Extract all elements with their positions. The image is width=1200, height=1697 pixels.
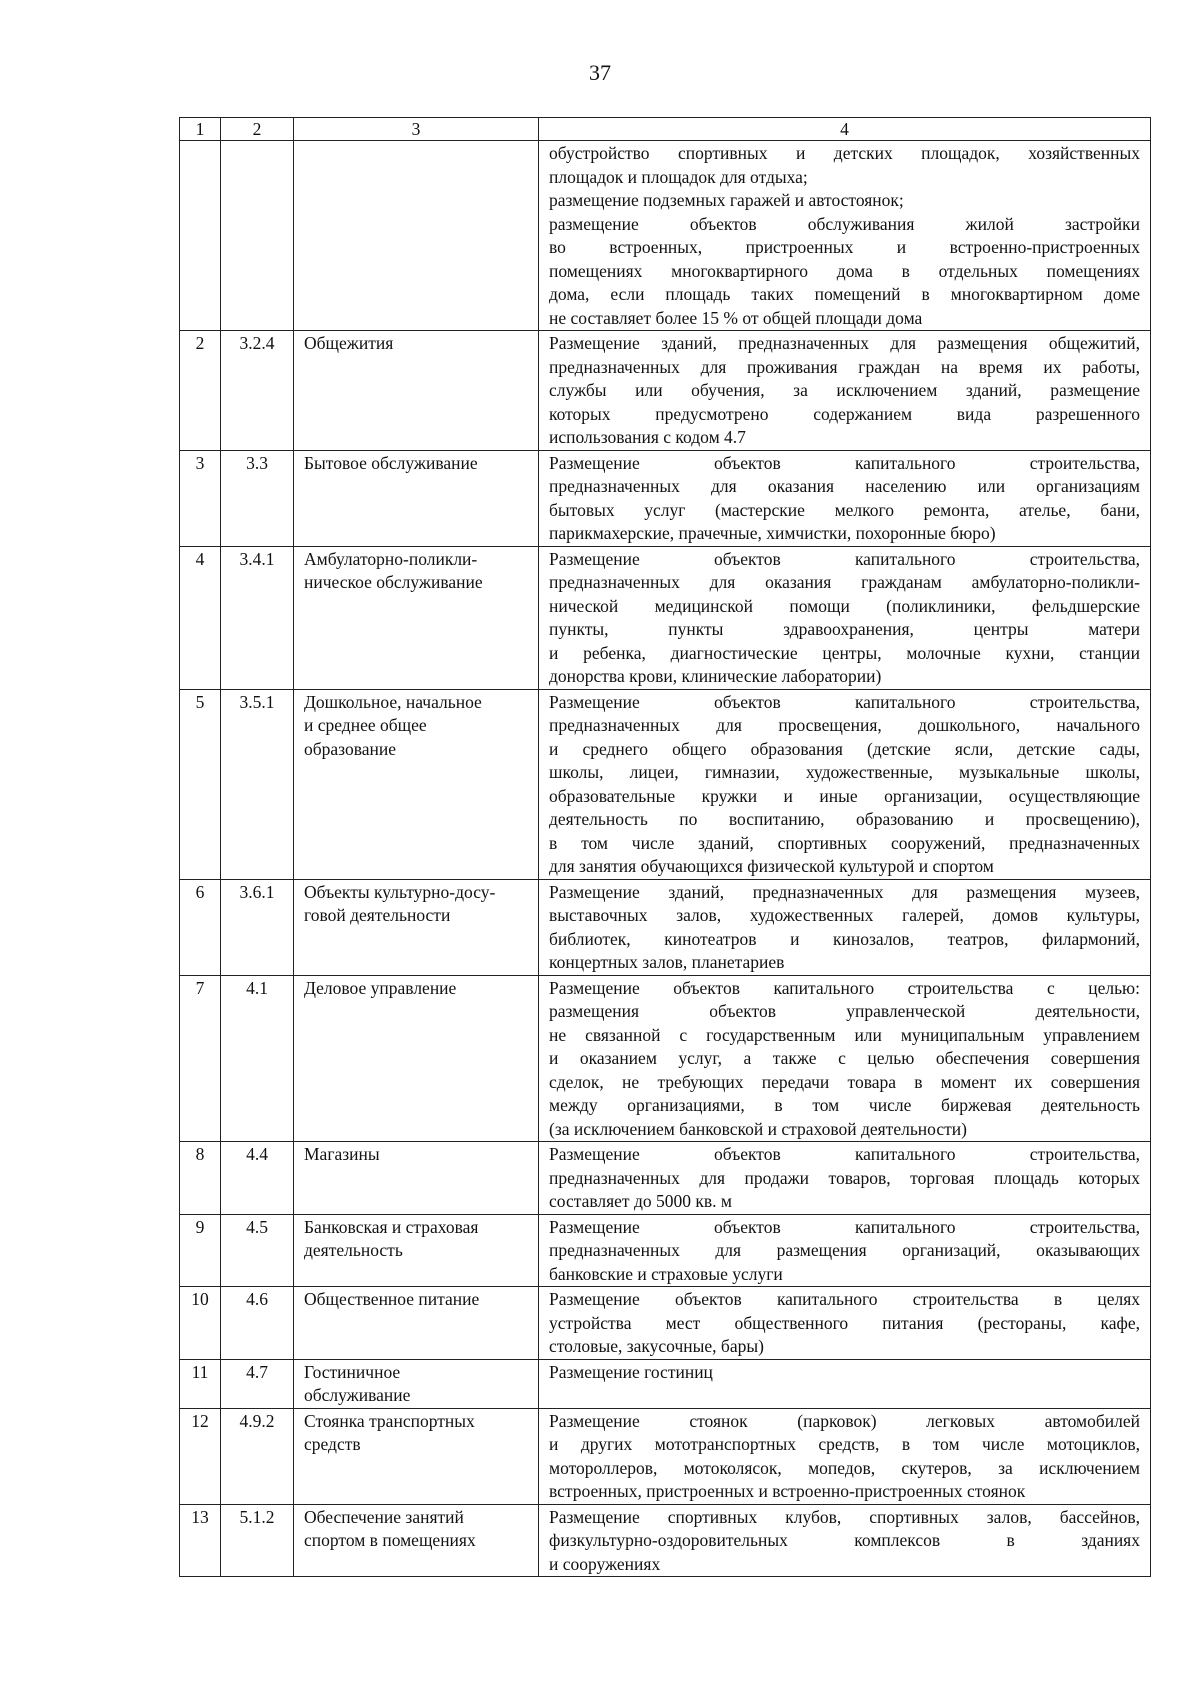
description-line: не связанной с государственным или муниципальным управлением [549, 1024, 1140, 1045]
use-name [294, 975, 539, 1142]
use-code: 3.6.1 [221, 879, 294, 975]
description-line: предназначенных для оказания гражданам амбулаторно-поликли- [549, 572, 1140, 592]
use-name-line: Общественное питание [304, 1289, 480, 1309]
table-row [180, 1142, 1151, 1215]
description-line: деятельность по воспитанию, образованию и просвещению), [549, 809, 1140, 829]
use-code: 5.1.2 [221, 1504, 294, 1577]
header-col-2: 2 [221, 118, 294, 141]
use-name-line: Гостиничное [304, 1361, 401, 1382]
description-line: пункты, пункты здравоохранения, центры матери [549, 619, 1140, 639]
use-code: 3.4.1 [221, 546, 294, 689]
table-row [180, 331, 1151, 451]
table-row [180, 689, 1151, 879]
use-name-line: Магазины [304, 1144, 380, 1164]
description-line: мотороллеров, мотоколясок, мопедов, скутеров, за исключением [549, 1457, 1140, 1478]
use-description [539, 1287, 1151, 1360]
row-number: 13 [180, 1504, 221, 1577]
row-number: 8 [180, 1142, 221, 1215]
use-name [294, 546, 539, 689]
table-row [180, 1287, 1151, 1360]
description-line: использования с кодом 4.7 [549, 427, 746, 447]
table-row [180, 879, 1151, 975]
description-line: Размещение объектов капитального строительства, [549, 691, 1140, 712]
row-number: 4 [180, 546, 221, 689]
description-line: размещение подземных гаражей и автостоянок; [549, 190, 904, 210]
use-name [294, 450, 539, 546]
table-row [180, 450, 1151, 546]
row-number: 10 [180, 1287, 221, 1360]
use-name [294, 1504, 539, 1577]
description-line: во встроенных, пристроенных и встроенно-пристроенных [549, 237, 1140, 257]
use-name-line: Дошкольное, начальное [304, 691, 482, 712]
use-name [294, 1142, 539, 1215]
use-name-line: Объекты культурно-досу- [304, 881, 496, 902]
use-name-line: и среднее общее [304, 715, 427, 735]
row-number: 2 [180, 331, 221, 451]
use-description [539, 141, 1151, 331]
description-line: предназначенных для оказания населению или организациям [549, 476, 1140, 496]
use-description [539, 1142, 1151, 1215]
use-name-line: Банковская и страховая [304, 1216, 479, 1237]
description-line: Размещение объектов капитального строительства с целью: [549, 977, 1140, 998]
table-row [180, 1504, 1151, 1577]
table-row [180, 1408, 1151, 1504]
use-name [294, 141, 539, 331]
use-name-line: Обеспечение занятий [304, 1506, 464, 1527]
table-header [180, 118, 1151, 141]
use-name-line: спортом в помещениях [304, 1530, 476, 1550]
header-col-3: 3 [294, 118, 539, 141]
row-number: 3 [180, 450, 221, 546]
description-line: обустройство спортивных и детских площадок, хозяйственных [549, 143, 1140, 163]
row-number: 5 [180, 689, 221, 879]
use-code: 3.3 [221, 450, 294, 546]
description-line: сделок, не требующих передачи товара в момент их совершения [549, 1071, 1140, 1092]
use-name [294, 1214, 539, 1287]
use-name-line: средств [304, 1434, 361, 1454]
description-line: предназначенных для продажи товаров, торговая площадь которых [549, 1167, 1140, 1188]
description-line: не составляет более 15 % от общей площади дома [549, 307, 923, 328]
table-row [180, 141, 1151, 331]
table-body [180, 141, 1151, 1577]
use-name-line: Бытовое обслуживание [304, 452, 478, 473]
description-line: школы, лицеи, гимназии, художественные, музыкальные школы, [549, 762, 1140, 782]
description-line: предназначенных для проживания граждан на время их работы, [549, 356, 1140, 377]
use-description [539, 1359, 1151, 1408]
description-line: составляет до 5000 кв. м [549, 1191, 732, 1211]
row-number [180, 141, 221, 331]
description-line: и среднего общего образования (детские ясли, детские сады, [549, 738, 1140, 759]
row-number: 11 [180, 1359, 221, 1408]
use-name-line: обслуживание [304, 1385, 411, 1405]
table-row [180, 975, 1151, 1142]
description-line: и ребенка, диагностические центры, молочные кухни, станции [549, 642, 1140, 663]
description-line: бытовых услуг (мастерские мелкого ремонта, ателье, бани, [549, 499, 1140, 520]
use-code: 4.9.2 [221, 1408, 294, 1504]
description-line: Размещение стоянок (парковок) легковых автомобилей [549, 1410, 1140, 1431]
description-line: службы или обучения, за исключением зданий, размещение [549, 380, 1140, 400]
use-name [294, 879, 539, 975]
use-name-line: Общежития [304, 333, 394, 353]
description-line: размещение объектов обслуживания жилой застройки [549, 213, 1140, 234]
description-line: в том числе зданий, спортивных сооружений, предназначенных [549, 832, 1140, 853]
land-use-table [179, 117, 1151, 1577]
page-number: 37 [589, 60, 611, 85]
description-line: и других мототранспортных средств, в том числе мотоциклов, [549, 1434, 1140, 1454]
description-line: встроенных, пристроенных и встроенно-пристроенных стоянок [549, 1481, 1026, 1501]
description-line: (за исключением банковской и страховой деятельности) [549, 1118, 967, 1139]
description-line: Размещение зданий, предназначенных для размещения общежитий, [549, 333, 1140, 353]
table-row [180, 1214, 1151, 1287]
description-line: банковские и страховые услуги [549, 1263, 783, 1284]
use-name [294, 1287, 539, 1360]
row-number: 6 [180, 879, 221, 975]
use-description [539, 1408, 1151, 1504]
use-name-line: Деловое управление [304, 977, 457, 998]
description-line: парикмахерские, прачечные, химчистки, похоронные бюро) [549, 523, 996, 543]
header-col-1: 1 [180, 118, 221, 141]
row-number: 7 [180, 975, 221, 1142]
use-name-line: ническое обслуживание [304, 572, 483, 592]
use-name [294, 689, 539, 879]
use-code: 3.5.1 [221, 689, 294, 879]
description-line: размещения объектов управленческой деятельности, [549, 1001, 1140, 1021]
use-code: 4.6 [221, 1287, 294, 1360]
row-number: 12 [180, 1408, 221, 1504]
description-line: донорства крови, клинические лаборатории) [549, 666, 882, 686]
description-line: которых предусмотрено содержанием вида разрешенного [549, 403, 1140, 424]
description-line: нической медицинской помощи (поликлиники, фельдшерские [549, 595, 1140, 616]
description-line: помещениях многоквартирного дома в отдельных помещениях [549, 260, 1140, 281]
description-line: концертных залов, планетариев [549, 952, 785, 972]
description-line: библиотек, кинотеатров и кинозалов, театров, филармоний, [549, 928, 1140, 949]
description-line: Размещение объектов капитального строительства в целях [549, 1289, 1140, 1309]
description-line: площадок и площадок для отдыха; [549, 166, 808, 187]
description-line: и оказанием услуг, а также с целью обеспечения совершения [549, 1048, 1140, 1068]
use-code: 3.2.4 [221, 331, 294, 451]
use-description [539, 331, 1151, 451]
use-name-line: Амбулаторно-поликли- [304, 548, 478, 569]
use-name-line: образование [304, 738, 397, 759]
description-line: и сооружениях [549, 1553, 661, 1574]
description-line: дома, если площадь таких помещений в многоквартирном доме [549, 284, 1140, 304]
row-number: 9 [180, 1214, 221, 1287]
description-line: Размещение объектов капитального строительства, [549, 452, 1140, 473]
use-name [294, 1408, 539, 1504]
description-line: Размещение зданий, предназначенных для размещения музеев, [549, 881, 1140, 902]
description-line: физкультурно-оздоровительных комплексов в зданиях [549, 1530, 1140, 1550]
use-description [539, 975, 1151, 1142]
use-code: 4.5 [221, 1214, 294, 1287]
description-line: устройства мест общественного питания (рестораны, кафе, [549, 1312, 1140, 1333]
use-code: 4.1 [221, 975, 294, 1142]
use-code [221, 141, 294, 331]
use-name-line: говой деятельности [304, 905, 451, 925]
use-description [539, 1214, 1151, 1287]
use-name [294, 1359, 539, 1408]
use-description [539, 450, 1151, 546]
description-line: предназначенных для просвещения, дошкольного, начального [549, 715, 1140, 735]
use-code: 4.4 [221, 1142, 294, 1215]
description-line: предназначенных для размещения организаций, оказывающих [549, 1240, 1140, 1260]
table-row [180, 546, 1151, 689]
header-col-4: 4 [539, 118, 1151, 141]
table-row [180, 1359, 1151, 1408]
use-code: 4.7 [221, 1359, 294, 1408]
description-line: Размещение объектов капитального строительства, [549, 548, 1140, 569]
use-name [294, 331, 539, 451]
description-line: Размещение спортивных клубов, спортивных залов, бассейнов, [549, 1506, 1140, 1527]
description-line: образовательные кружки и иные организации, осуществляющие [549, 785, 1140, 806]
description-line: столовые, закусочные, бары) [549, 1336, 764, 1356]
description-line: для занятия обучающихся физической культурой и спортом [549, 856, 994, 876]
description-line: Размещение объектов капитального строительства, [549, 1144, 1140, 1164]
use-description [539, 546, 1151, 689]
use-name-line: деятельность [304, 1240, 403, 1260]
description-line: между организациями, в том числе биржевая деятельность [549, 1095, 1140, 1115]
description-line: Размещение объектов капитального строительства, [549, 1216, 1140, 1237]
use-name-line: Стоянка транспортных [304, 1410, 475, 1431]
use-description [539, 1504, 1151, 1577]
use-description [539, 689, 1151, 879]
description-line: Размещение гостиниц [549, 1361, 713, 1382]
description-line: выставочных залов, художественных галерей, домов культуры, [549, 905, 1140, 925]
use-description [539, 879, 1151, 975]
header-row [180, 118, 1151, 141]
